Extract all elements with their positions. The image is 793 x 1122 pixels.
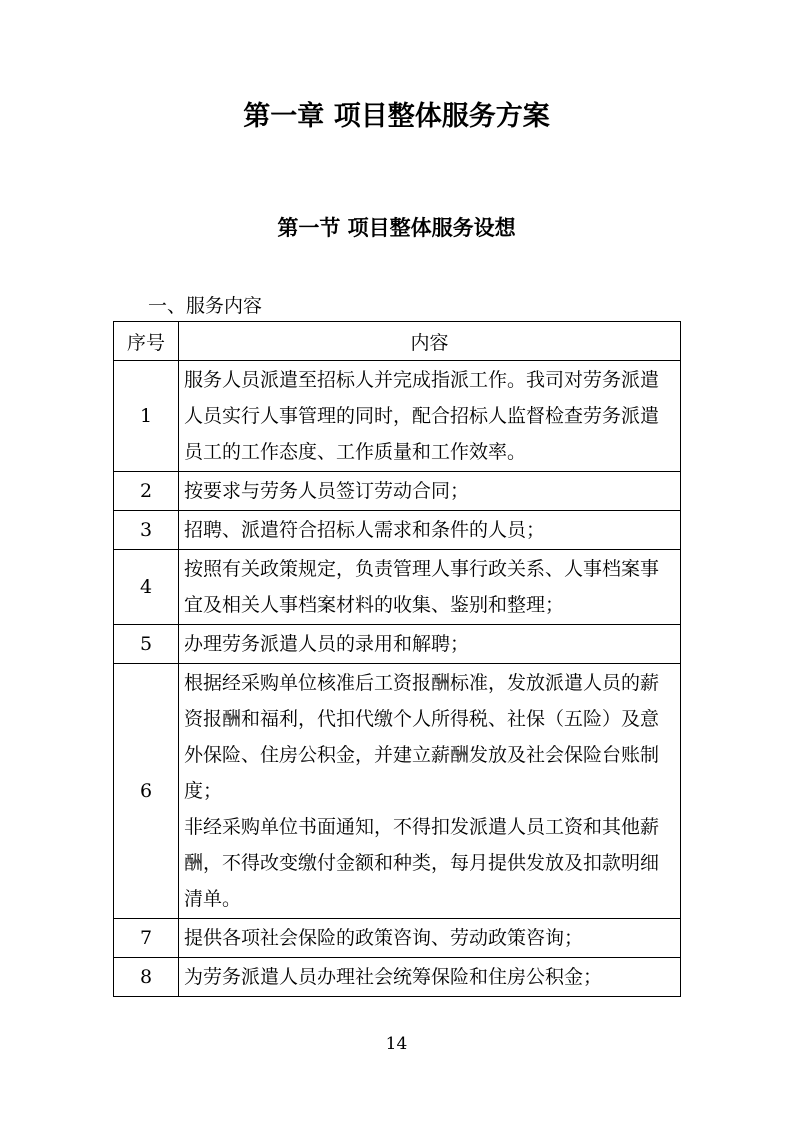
table-row [114,511,681,550]
row-text: 为劳务派遣人员办理社会统筹保险和住房公积金； [184,966,603,988]
table-row [114,361,681,472]
chapter-title: 第一章 项目整体服务方案 [243,101,550,132]
header-num: 序号 [114,322,179,361]
row-text: 根据经采购单位核准后工资报酬标准，发放派遣人员的薪资报酬和福利，代扣代缴个人所得税、社保（五险）及意外保险、住房公积金，并建立薪酬发放及社会保险台账制度； [184,672,660,802]
row-content [179,550,681,625]
row-num: 1 [114,361,179,472]
section-title: 第一节 项目整体服务设想 [277,215,516,240]
table-row [114,664,681,919]
table-row [114,472,681,511]
row-num: 3 [114,511,179,550]
row-num: 5 [114,625,179,664]
page-number: 14 [385,1034,408,1054]
row-num: 2 [114,472,179,511]
row-text: 按照有关政策规定，负责管理人事行政关系、人事档案事宜及相关人事档案材料的收集、鉴别和整理； [184,558,660,616]
row-content [179,472,681,511]
row-text: 非经采购单位书面通知，不得扣发派遣人员工资和其他薪酬，不得改变缴付金额和种类，每月提供发放及扣款明细清单。 [184,816,660,910]
row-content [179,664,681,919]
header-content: 内容 [179,322,681,361]
subsection-heading: 一、服务内容 [148,295,263,317]
row-content [179,361,681,472]
table-header-row [114,322,681,361]
table-row [114,550,681,625]
row-num: 8 [114,958,179,997]
row-text: 提供各项社会保险的政策咨询、劳动政策咨询； [184,927,584,949]
row-text: 服务人员派遣至招标人并完成指派工作。我司对劳务派遣人员实行人事管理的同时，配合招标人监督检查劳务派遣员工的工作态度、工作质量和工作效率。 [184,369,660,463]
row-num: 6 [114,664,179,919]
row-content [179,511,681,550]
table-row [114,958,681,997]
row-text: 按要求与劳务人员签订劳动合同； [184,480,470,502]
row-text: 办理劳务派遣人员的录用和解聘； [184,633,470,655]
row-content [179,958,681,997]
service-content-table [113,321,681,997]
table-row [114,919,681,958]
row-content [179,625,681,664]
row-num: 7 [114,919,179,958]
row-content [179,919,681,958]
row-text: 招聘、派遣符合招标人需求和条件的人员； [184,519,546,541]
table-row [114,625,681,664]
row-num: 4 [114,550,179,625]
